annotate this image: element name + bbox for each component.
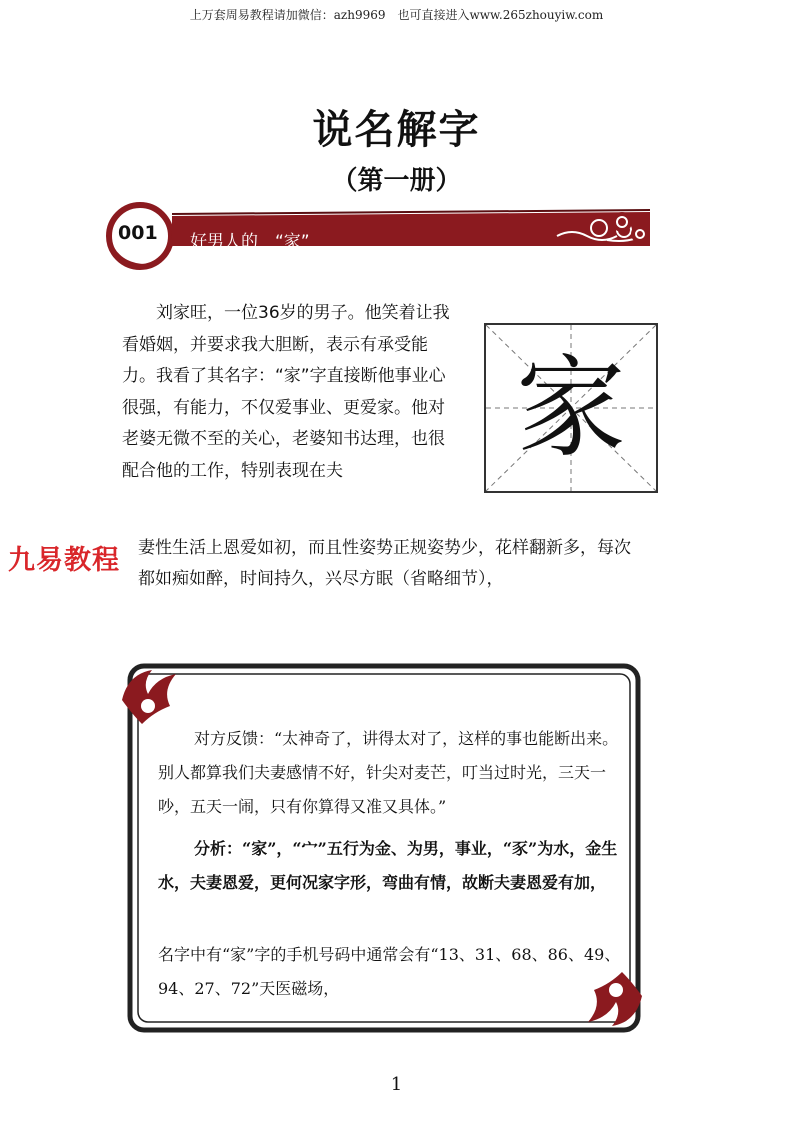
chapter-banner — [102, 200, 654, 270]
chapter-title: 好男人的 “家” — [190, 232, 310, 252]
body-paragraph-1: 刘家旺，一位36岁的男子。他笑着让我看婚姻，并要求我大胆断，表示有承受能力。我看了其名字：“家”字直接断他事业心很强，有能力，不仅爱事业、更爱家。他对老婆无微不至的关心，老婆知书达理，也很配合他的工作，特别表现在夫 — [122, 303, 450, 481]
phone-note-text: 名字中有“家”字的手机号码中通常会有“13、31、68、86、49、94、27、72”天医磁场， — [158, 945, 621, 998]
character-grid-box — [484, 323, 658, 493]
banner-ornament — [102, 200, 654, 270]
paragraph-2-line: 都如痴如醉，时间持久，兴尽方眠（省略细节）， — [138, 569, 504, 589]
watermark: 九易教程 — [8, 545, 120, 576]
paragraph-2-line: 妻性生活上恩爱如初，而且性姿势正规姿势少，花样翻新多，每次 — [138, 538, 631, 558]
body-paragraph-2 — [138, 533, 658, 595]
page-title: 说名解字 — [312, 107, 481, 153]
page-subtitle: （第一册） — [331, 166, 462, 196]
page-number: 1 — [390, 1074, 403, 1095]
analysis-text: 分析：“家”，“宀”五行为金、为男，事业，“豕”为水，金生水，夫妻恩爱，更何况家字形，弯曲有情，故断夫妻恩爱有加， — [158, 839, 618, 892]
chapter-number: 001 — [118, 222, 158, 244]
feedback-text: 对方反馈：“太神奇了，讲得太对了，这样的事也能断出来。别人都算我们夫妻感情不好，针尖对麦芒，叮当过时光，三天一吵，五天一闹，只有你算得又准又具体。” — [158, 729, 619, 816]
grid-character: 家 — [516, 344, 626, 472]
header-note: 上万套周易教程请加微信：azh9969 也可直接进入www.265zhouyiw.com — [189, 8, 604, 22]
